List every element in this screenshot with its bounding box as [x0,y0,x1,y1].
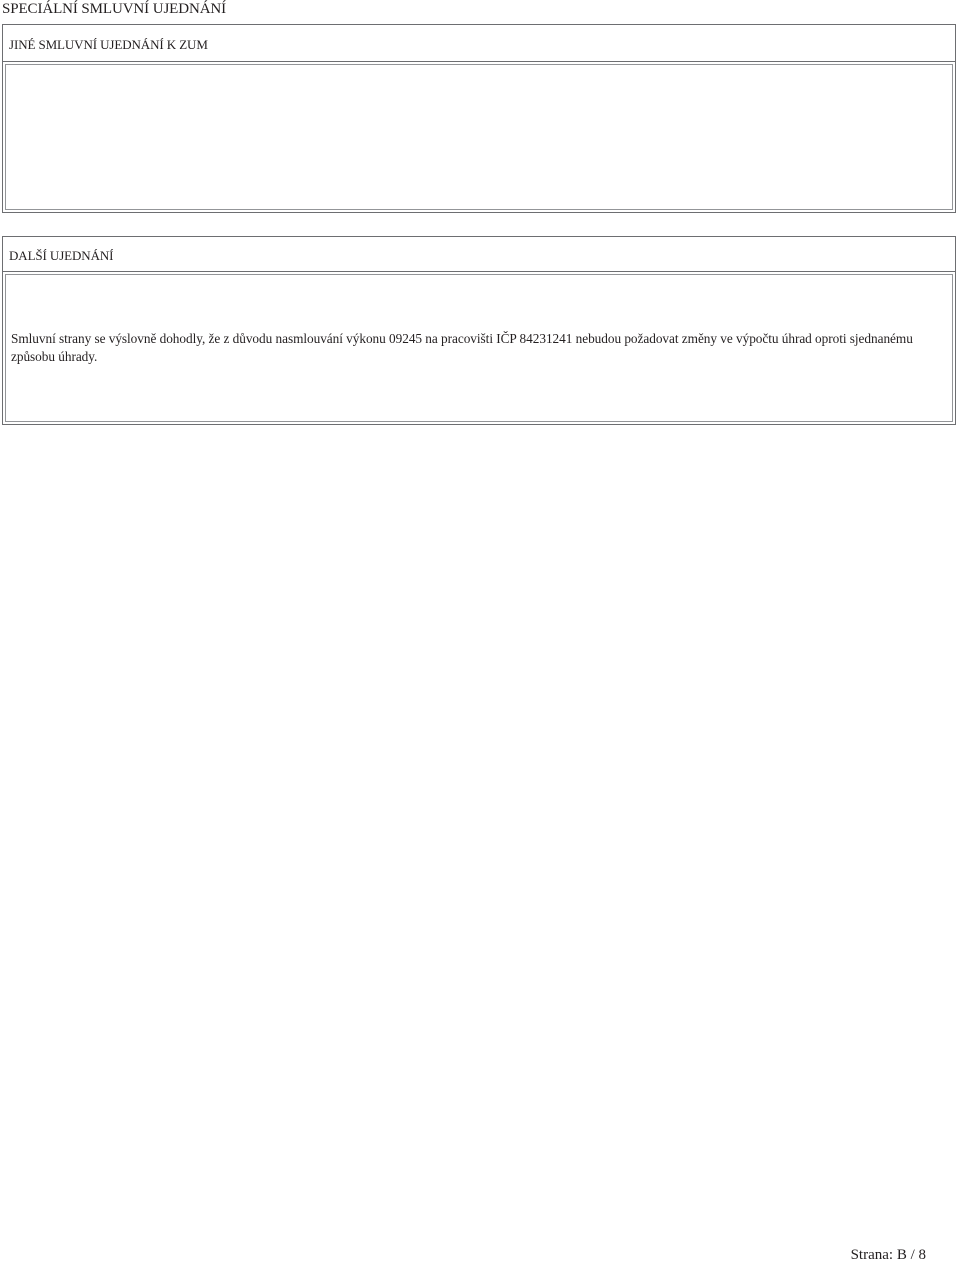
section-other-agreements [2,24,956,213]
section-header [3,237,955,272]
section-title: JINÉ SMLUVNÍ UJEDNÁNÍ K ZUM [9,37,208,52]
section-body [5,274,953,422]
section-further-agreements [2,236,956,425]
document-title: SPECIÁLNÍ SMLUVNÍ UJEDNÁNÍ [2,1,227,17]
section-title: DALŠÍ UJEDNÁNÍ [9,248,114,263]
section-text: Smluvní strany se výslovně dohodly, že z důvodu nasmlouvání výkonu 09245 na pracovišti IČP 84231241 nebudou požadovat změny ve výpočtu úhrad oproti sjednanému způsobu úhrady. [11,331,913,364]
page-number: Strana: B / 8 [850,1247,926,1263]
section-body [5,64,953,210]
section-header [3,25,955,62]
